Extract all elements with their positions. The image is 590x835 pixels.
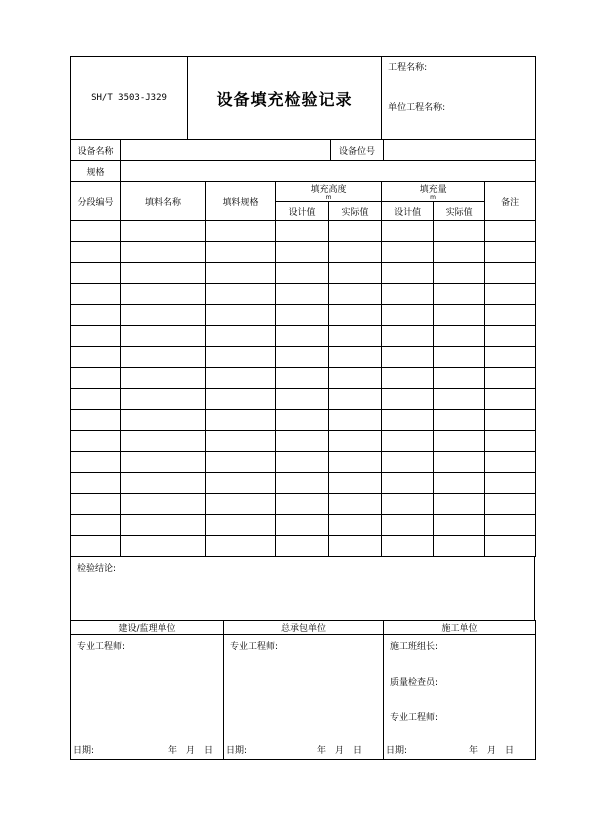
table-row — [71, 494, 536, 515]
table-cell[interactable] — [485, 305, 536, 326]
table-cell[interactable] — [382, 284, 434, 305]
table-cell[interactable] — [485, 536, 536, 557]
col-fill-height — [276, 182, 382, 202]
table-row — [71, 305, 536, 326]
table-cell[interactable] — [382, 410, 434, 431]
table-cell[interactable] — [71, 515, 121, 536]
table-cell[interactable] — [71, 410, 121, 431]
table-cell[interactable] — [382, 305, 434, 326]
table-cell[interactable] — [485, 242, 536, 263]
table-cell[interactable] — [329, 305, 382, 326]
table-cell[interactable] — [382, 263, 434, 284]
team-leader-label: 施工班组长: — [390, 642, 439, 652]
table-cell[interactable] — [329, 326, 382, 347]
table-cell[interactable] — [121, 305, 206, 326]
table-cell[interactable] — [206, 242, 276, 263]
conclusion-cell[interactable] — [71, 557, 535, 621]
table-cell[interactable] — [206, 347, 276, 368]
table-cell[interactable] — [329, 494, 382, 515]
table-cell[interactable] — [71, 326, 121, 347]
table-cell[interactable] — [276, 368, 329, 389]
table-cell[interactable] — [206, 431, 276, 452]
table-cell[interactable] — [329, 347, 382, 368]
table-cell[interactable] — [206, 452, 276, 473]
table-cell[interactable] — [206, 473, 276, 494]
table-cell[interactable] — [121, 410, 206, 431]
date-label: 日期: — [226, 746, 248, 756]
table-cell[interactable] — [121, 389, 206, 410]
table-cell[interactable] — [121, 473, 206, 494]
table-cell[interactable] — [485, 263, 536, 284]
table-cell[interactable] — [276, 410, 329, 431]
table-cell[interactable] — [434, 263, 485, 284]
table-cell[interactable] — [382, 431, 434, 452]
unit-project-label: 单位工程名称: — [388, 103, 446, 113]
table-cell[interactable] — [329, 452, 382, 473]
table-cell[interactable] — [382, 326, 434, 347]
table-cell[interactable] — [434, 515, 485, 536]
table-cell[interactable] — [382, 242, 434, 263]
table-cell[interactable] — [329, 368, 382, 389]
table-cell[interactable] — [434, 284, 485, 305]
table-cell[interactable] — [276, 305, 329, 326]
table-cell[interactable] — [485, 431, 536, 452]
table-row — [71, 368, 536, 389]
table-cell[interactable] — [276, 347, 329, 368]
conclusion-label: 检验结论: — [77, 564, 117, 574]
table-cell[interactable] — [276, 284, 329, 305]
table-cell[interactable] — [276, 515, 329, 536]
table-cell[interactable] — [276, 431, 329, 452]
table-cell[interactable] — [382, 452, 434, 473]
table-cell[interactable] — [71, 221, 121, 242]
signature-table — [70, 620, 536, 760]
table-cell[interactable] — [434, 305, 485, 326]
spec-label: 规格 — [71, 161, 121, 182]
table-cell[interactable] — [206, 536, 276, 557]
table-cell[interactable] — [434, 389, 485, 410]
table-cell[interactable] — [276, 326, 329, 347]
table-row — [71, 221, 536, 242]
form-title: 设备填充检验记录 — [188, 57, 382, 140]
date-ymd: 年 月 日 — [316, 746, 362, 756]
table-cell[interactable] — [71, 452, 121, 473]
table-row — [71, 410, 536, 431]
table-cell[interactable] — [121, 515, 206, 536]
table-cell[interactable] — [121, 368, 206, 389]
table-cell[interactable] — [206, 494, 276, 515]
table-cell[interactable] — [485, 326, 536, 347]
table-cell[interactable] — [121, 221, 206, 242]
table-cell[interactable] — [121, 452, 206, 473]
table-cell[interactable] — [276, 263, 329, 284]
col-filler-name: 填料名称 — [121, 182, 206, 221]
col-height-actual: 实际值 — [329, 202, 382, 221]
project-info — [382, 57, 536, 140]
table-cell[interactable] — [71, 263, 121, 284]
table-cell[interactable] — [71, 494, 121, 515]
table-cell[interactable] — [434, 221, 485, 242]
table-cell[interactable] — [71, 242, 121, 263]
table-cell[interactable] — [382, 221, 434, 242]
table-cell[interactable] — [485, 452, 536, 473]
table-row — [71, 347, 536, 368]
table-cell[interactable] — [206, 410, 276, 431]
table-cell[interactable] — [276, 536, 329, 557]
table-cell[interactable] — [434, 242, 485, 263]
col-height-design: 设计值 — [276, 202, 329, 221]
table-cell[interactable] — [382, 347, 434, 368]
table-row — [71, 242, 536, 263]
table-cell[interactable] — [329, 263, 382, 284]
sig-col2-header: 总承包单位 — [224, 621, 384, 635]
inspection-form — [70, 56, 535, 758]
col-amount-design: 设计值 — [382, 202, 434, 221]
table-cell[interactable] — [329, 515, 382, 536]
table-cell[interactable] — [434, 326, 485, 347]
table-cell[interactable] — [71, 284, 121, 305]
table-cell[interactable] — [485, 494, 536, 515]
table-cell[interactable] — [206, 221, 276, 242]
table-cell[interactable] — [71, 305, 121, 326]
table-cell[interactable] — [206, 515, 276, 536]
project-name-label: 工程名称: — [388, 63, 428, 73]
table-cell[interactable] — [485, 284, 536, 305]
fill-amount-unit: m — [430, 194, 436, 201]
table-row — [71, 473, 536, 494]
table-cell[interactable] — [382, 515, 434, 536]
equipment-name-field[interactable] — [121, 140, 331, 161]
table-cell[interactable] — [382, 494, 434, 515]
fill-height-unit: m — [325, 194, 332, 201]
date-ymd: 年 月 日 — [468, 746, 514, 756]
sig-col2[interactable] — [224, 635, 384, 760]
table-cell[interactable] — [276, 221, 329, 242]
table-cell[interactable] — [206, 305, 276, 326]
table-cell[interactable] — [329, 284, 382, 305]
table-cell[interactable] — [382, 536, 434, 557]
sig-col1[interactable] — [71, 635, 224, 760]
table-cell[interactable] — [434, 410, 485, 431]
table-cell[interactable] — [485, 368, 536, 389]
engineer-label: 专业工程师: — [230, 642, 279, 652]
date-label: 日期: — [73, 746, 95, 756]
table-cell[interactable] — [121, 431, 206, 452]
date-ymd: 年 月 日 — [167, 746, 213, 756]
table-cell[interactable] — [434, 473, 485, 494]
table-cell[interactable] — [485, 515, 536, 536]
table-row — [71, 515, 536, 536]
table-row — [71, 263, 536, 284]
table-cell[interactable] — [121, 326, 206, 347]
col-amount-actual: 实际值 — [434, 202, 485, 221]
date-row — [226, 743, 362, 756]
table-cell[interactable] — [485, 221, 536, 242]
table-cell[interactable] — [329, 221, 382, 242]
table-cell[interactable] — [434, 494, 485, 515]
table-cell[interactable] — [121, 284, 206, 305]
table-cell[interactable] — [382, 368, 434, 389]
table-cell[interactable] — [329, 431, 382, 452]
form-table — [70, 56, 536, 557]
table-cell[interactable] — [71, 536, 121, 557]
table-cell[interactable] — [434, 452, 485, 473]
table-row — [71, 452, 536, 473]
inspector-label: 质量检查员: — [390, 678, 439, 688]
sig-col3-header: 施工单位 — [384, 621, 536, 635]
equipment-position-label: 设备位号 — [331, 140, 384, 161]
engineer-label: 专业工程师: — [77, 642, 126, 652]
table-cell[interactable] — [71, 431, 121, 452]
table-cell[interactable] — [71, 368, 121, 389]
table-cell[interactable] — [276, 389, 329, 410]
table-row — [71, 536, 536, 557]
table-cell[interactable] — [485, 347, 536, 368]
table-row — [71, 389, 536, 410]
table-cell[interactable] — [206, 389, 276, 410]
fill-amount-label: 填充量 — [419, 185, 447, 195]
engineer-label: 专业工程师: — [390, 713, 439, 723]
table-cell[interactable] — [121, 536, 206, 557]
table-cell[interactable] — [434, 347, 485, 368]
table-cell[interactable] — [329, 242, 382, 263]
sig-col1-header: 建设/监理单位 — [71, 621, 224, 635]
conclusion-table — [70, 556, 535, 621]
table-row — [71, 431, 536, 452]
table-cell[interactable] — [121, 242, 206, 263]
table-cell[interactable] — [121, 347, 206, 368]
table-cell[interactable] — [206, 326, 276, 347]
table-cell[interactable] — [329, 389, 382, 410]
table-cell[interactable] — [329, 536, 382, 557]
date-row — [386, 743, 514, 756]
table-cell[interactable] — [206, 368, 276, 389]
table-cell[interactable] — [485, 410, 536, 431]
table-row — [71, 284, 536, 305]
table-cell[interactable] — [382, 473, 434, 494]
table-cell[interactable] — [206, 263, 276, 284]
table-cell[interactable] — [206, 284, 276, 305]
table-cell[interactable] — [485, 473, 536, 494]
table-cell[interactable] — [276, 242, 329, 263]
table-cell[interactable] — [329, 473, 382, 494]
table-cell[interactable] — [121, 263, 206, 284]
table-cell[interactable] — [434, 431, 485, 452]
table-cell[interactable] — [434, 368, 485, 389]
col-segment-no: 分段编号 — [71, 182, 121, 221]
date-label: 日期: — [386, 746, 408, 756]
spec-field[interactable] — [121, 161, 536, 182]
table-cell[interactable] — [485, 389, 536, 410]
sig-col3[interactable] — [384, 635, 536, 760]
table-cell[interactable] — [382, 389, 434, 410]
table-cell[interactable] — [276, 494, 329, 515]
col-remarks: 备注 — [485, 182, 536, 221]
col-fill-amount — [382, 182, 485, 202]
table-row — [71, 326, 536, 347]
fill-height-label: 填充高度 — [310, 185, 347, 195]
table-cell[interactable] — [276, 473, 329, 494]
equipment-position-field[interactable] — [384, 140, 536, 161]
table-cell[interactable] — [71, 473, 121, 494]
table-cell[interactable] — [121, 494, 206, 515]
table-cell[interactable] — [434, 536, 485, 557]
standard-code: SH/T 3503-J329 — [71, 57, 188, 140]
date-row — [73, 743, 213, 756]
table-cell[interactable] — [71, 389, 121, 410]
equipment-name-label: 设备名称 — [71, 140, 121, 161]
table-cell[interactable] — [329, 410, 382, 431]
table-cell[interactable] — [71, 347, 121, 368]
col-filler-spec: 填料规格 — [206, 182, 276, 221]
table-cell[interactable] — [276, 452, 329, 473]
